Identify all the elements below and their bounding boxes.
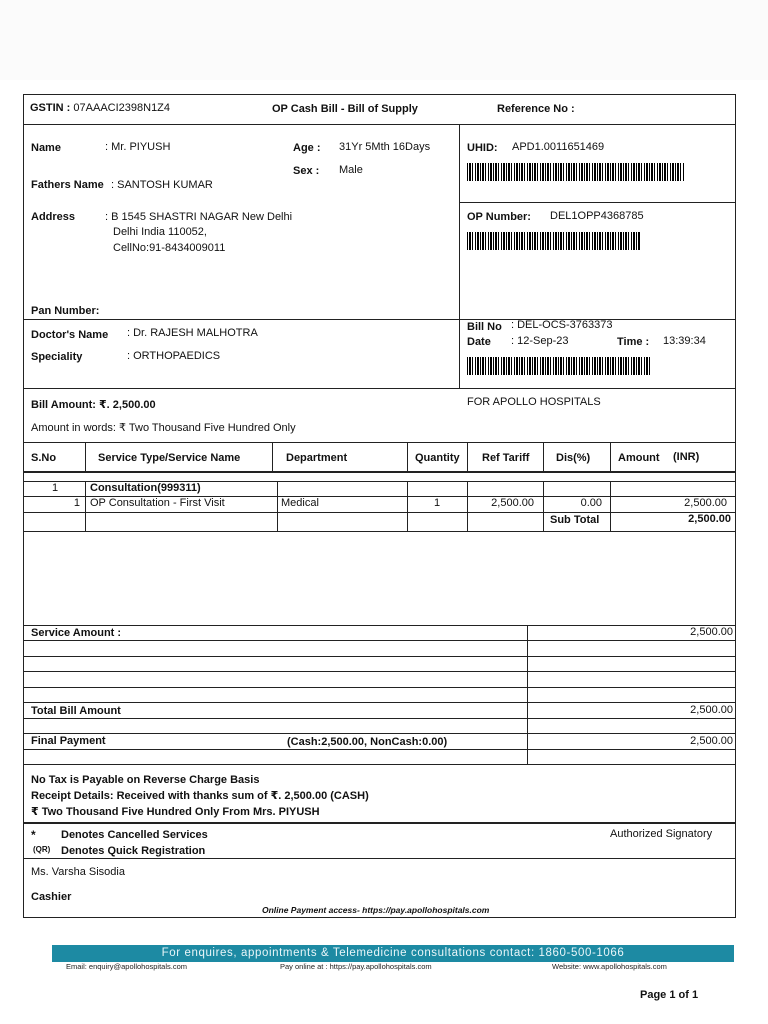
patient-name: : Mr. PIYUSH xyxy=(105,141,171,153)
divider xyxy=(23,764,736,765)
divider xyxy=(23,671,736,672)
speciality-value: : ORTHOPAEDICS xyxy=(127,350,221,362)
speciality-label: Speciality xyxy=(31,351,83,363)
col-divider xyxy=(277,481,278,531)
reference-label: Reference No : xyxy=(497,103,575,115)
divider xyxy=(23,822,736,824)
th-sno: S.No xyxy=(31,452,57,464)
cancelled-legend: Denotes Cancelled Services xyxy=(61,829,208,841)
tax-note: No Tax is Payable on Reverse Charge Basis xyxy=(31,774,260,786)
col-divider xyxy=(543,442,544,472)
total-bill-label: Total Bill Amount xyxy=(31,705,121,717)
divider xyxy=(23,388,736,389)
bill-barcode-icon xyxy=(467,357,651,375)
divider xyxy=(459,202,736,203)
row-quantity: 1 xyxy=(433,497,441,509)
address-line-3: CellNo:91-8434009011 xyxy=(113,242,226,254)
cashier-role: Cashier xyxy=(31,891,72,903)
group-sno: 1 xyxy=(51,482,59,494)
divider xyxy=(23,718,736,719)
sex-label: Sex : xyxy=(293,165,320,177)
receipt-details: Receipt Details: Received with thanks sum of ₹. 2,500.00 (CASH) xyxy=(31,790,369,802)
col-divider xyxy=(407,442,408,472)
divider xyxy=(23,687,736,688)
bill-no-label: Bill No xyxy=(467,321,502,333)
uhid-label: UHID: xyxy=(467,142,498,154)
th-dis: Dis(%) xyxy=(556,452,591,464)
col-divider xyxy=(543,481,544,531)
divider xyxy=(23,124,736,125)
address-line-1: : B 1545 SHASTRI NAGAR New Delhi xyxy=(105,211,293,223)
th-amount: Amount xyxy=(618,452,660,464)
bill-amount: Bill Amount: ₹. 2,500.00 xyxy=(31,399,156,411)
uhid-value: APD1.0011651469 xyxy=(512,141,605,153)
bill-amount-value: ₹. 2,500.00 xyxy=(99,399,156,411)
for-apollo: FOR APOLLO HOSPITALS xyxy=(467,396,601,408)
address-label: Address xyxy=(31,211,76,223)
row-service: OP Consultation - First Visit xyxy=(90,497,225,509)
date-label: Date xyxy=(467,336,491,348)
divider xyxy=(23,640,736,641)
fathers-name-label: Fathers Name xyxy=(31,179,104,191)
footer-website[interactable]: Website: www.apollohospitals.com xyxy=(552,962,667,971)
th-ref-tariff: Ref Tariff xyxy=(482,452,530,464)
qr-legend: Denotes Quick Registration xyxy=(61,845,206,857)
date-value: : 12-Sep-23 xyxy=(511,335,569,347)
row-dis: 0.00 xyxy=(580,497,602,509)
final-payment-label: Final Payment xyxy=(31,735,106,747)
doctor-name-label: Doctor's Name xyxy=(31,329,109,341)
subtotal-value: 2,500.00 xyxy=(688,513,731,525)
amount-in-words: Amount in words: ₹ Two Thousand Five Hundred Only xyxy=(31,422,296,434)
divider xyxy=(23,442,736,443)
service-amount-label: Service Amount : xyxy=(31,627,122,639)
total-bill-value: 2,500.00 xyxy=(690,704,733,716)
col-divider xyxy=(467,442,468,472)
service-amount-value: 2,500.00 xyxy=(690,626,733,638)
authorized-signatory: Authorized Signatory xyxy=(610,828,713,840)
row-ref-tariff: 2,500.00 xyxy=(491,497,534,509)
divider xyxy=(23,656,736,657)
age-value: 31Yr 5Mth 16Days xyxy=(339,141,431,153)
name-label: Name xyxy=(31,142,61,154)
pan-label: Pan Number: xyxy=(31,305,100,317)
qr-marker: (QR) xyxy=(33,845,51,854)
col-divider xyxy=(610,481,611,531)
divider xyxy=(23,749,736,750)
row-department: Medical xyxy=(281,497,319,509)
divider xyxy=(23,733,736,734)
sex-value: Male xyxy=(339,164,363,176)
group-name: Consultation(999311) xyxy=(90,482,201,494)
col-divider xyxy=(85,481,86,531)
col-divider xyxy=(610,442,611,472)
footer-banner: For enquires, appointments & Telemedicine consultations contact: 1860-500-1066 xyxy=(52,945,734,962)
time-label: Time : xyxy=(617,336,650,348)
divider xyxy=(23,531,736,532)
row-amount: 2,500.00 xyxy=(684,497,727,509)
divider xyxy=(23,702,736,703)
receipt-words: ₹ Two Thousand Five Hundred Only From Mrs. PIYUSH xyxy=(31,806,320,818)
col-divider xyxy=(272,442,273,472)
uhid-barcode-icon xyxy=(467,163,685,181)
cashier-name: Ms. Varsha Sisodia xyxy=(31,866,125,878)
fathers-name-value: : SANTOSH KUMAR xyxy=(111,179,213,191)
time-value: 13:39:34 xyxy=(663,335,706,347)
row-sno: 1 xyxy=(73,497,80,509)
final-payment-value: 2,500.00 xyxy=(690,735,733,747)
gstin: GSTIN : 07AAACI2398N1Z4 xyxy=(30,102,171,114)
th-quantity: Quantity xyxy=(415,452,460,464)
divider xyxy=(23,471,736,473)
col-divider xyxy=(467,481,468,531)
op-barcode-icon xyxy=(467,232,641,250)
col-divider xyxy=(527,625,528,764)
footer-email[interactable]: Email: enquiry@apollohospitals.com xyxy=(66,962,188,971)
final-payment-detail: (Cash:2,500.00, NonCash:0.00) xyxy=(287,736,448,748)
cancelled-star-icon: * xyxy=(31,828,36,842)
subtotal-label: Sub Total xyxy=(550,514,600,526)
age-label: Age : xyxy=(293,142,321,154)
th-service: Service Type/Service Name xyxy=(98,452,241,464)
top-margin xyxy=(0,0,768,80)
divider-vertical xyxy=(459,124,460,388)
bill-title: OP Cash Bill - Bill of Supply xyxy=(272,103,418,115)
col-divider xyxy=(85,442,86,472)
address-line-2: Delhi India 110052, xyxy=(113,226,207,238)
divider xyxy=(23,858,736,859)
footer-pay-online[interactable]: Pay online at : https://pay.apollohospitals.com xyxy=(280,962,432,971)
th-department: Department xyxy=(286,452,348,464)
op-number-label: OP Number: xyxy=(467,211,531,223)
bill-no-value: : DEL-OCS-3763373 xyxy=(511,319,613,331)
doctor-name-value: : Dr. RAJESH MALHOTRA xyxy=(127,327,258,339)
gstin-value: 07AAACI2398N1Z4 xyxy=(73,102,171,114)
online-payment-note: Online Payment access- https://pay.apollohospitals.com xyxy=(262,905,490,915)
divider xyxy=(23,319,736,320)
page-number: Page 1 of 1 xyxy=(640,989,699,1001)
op-number-value: DEL1OPP4368785 xyxy=(550,210,644,222)
th-inr: (INR) xyxy=(673,451,700,463)
